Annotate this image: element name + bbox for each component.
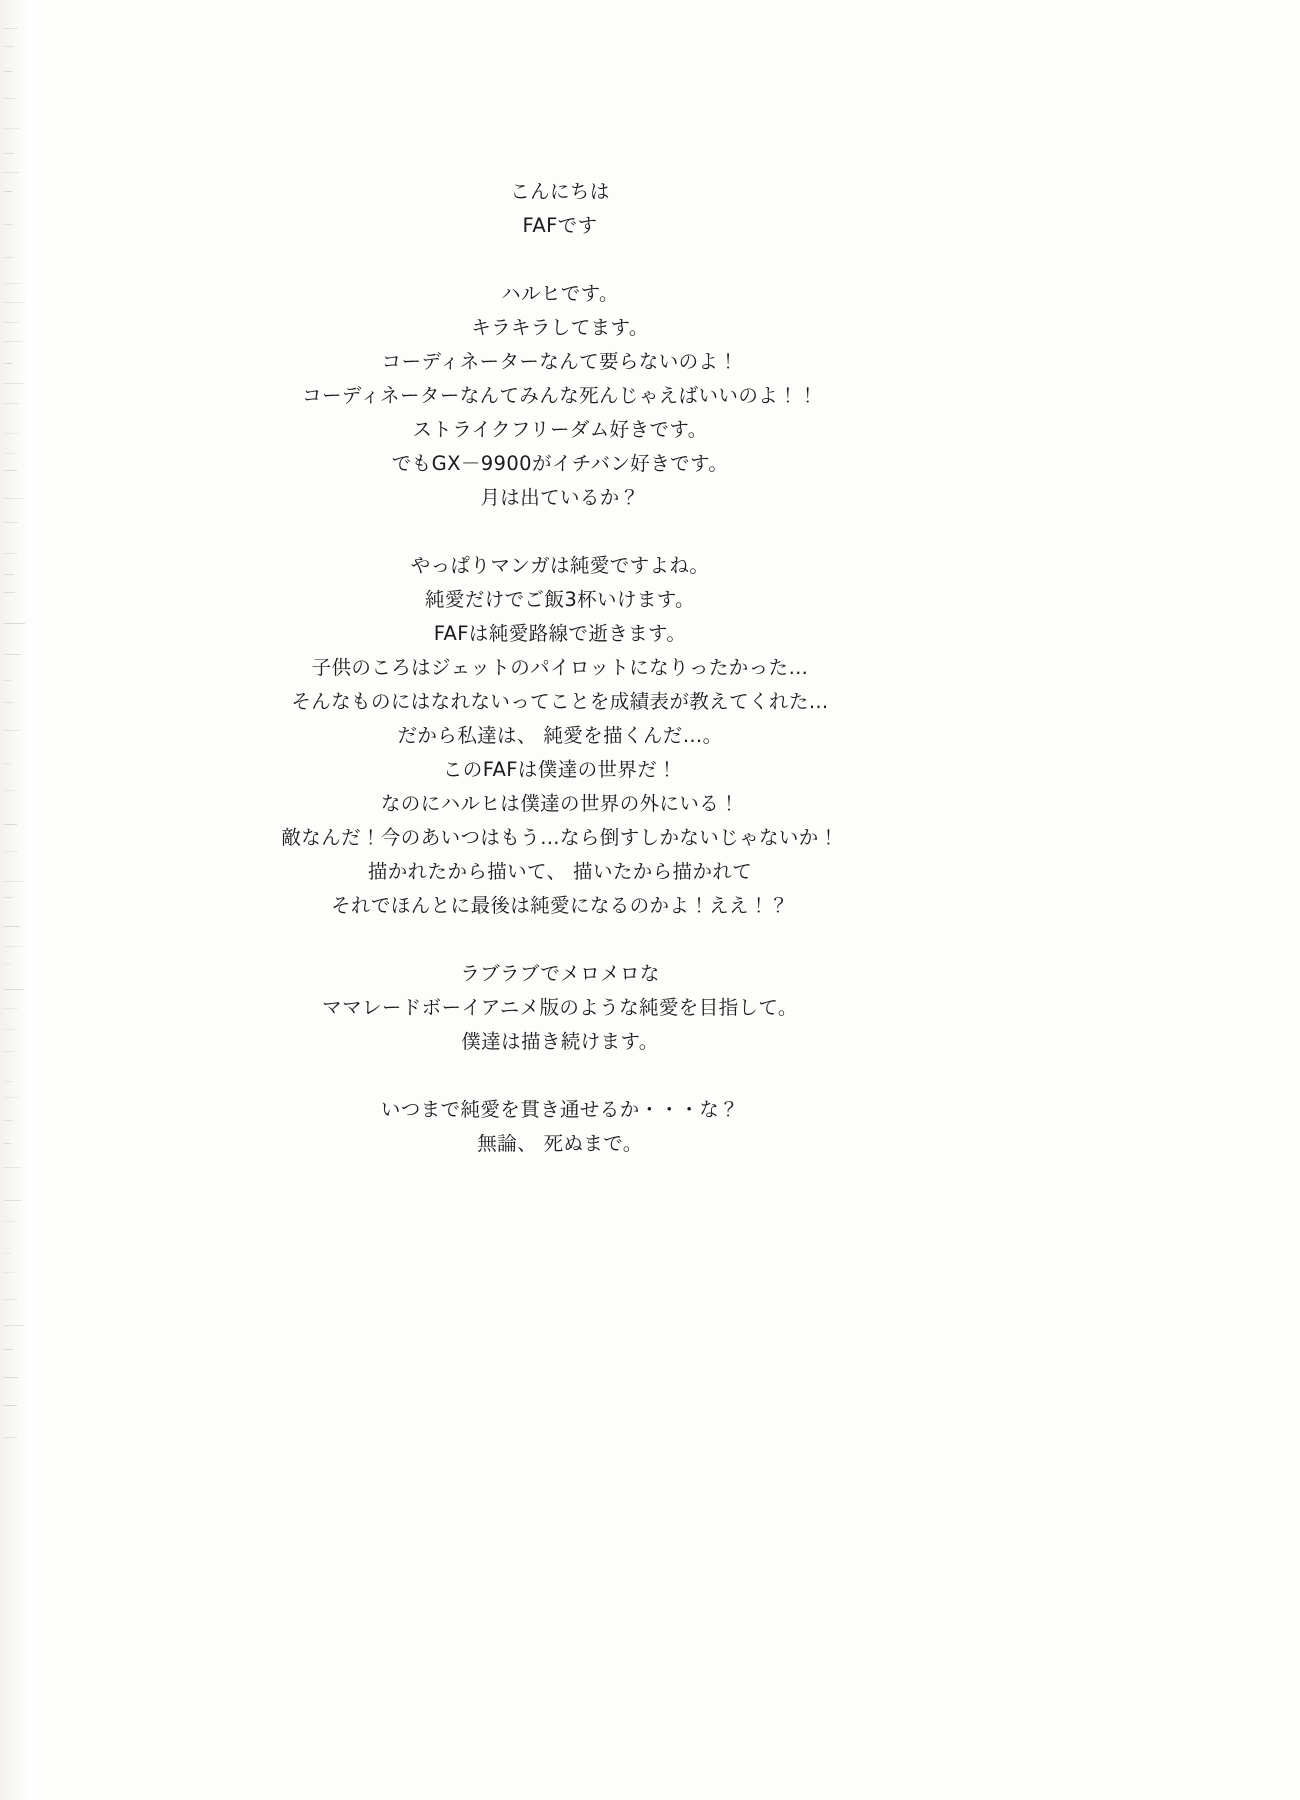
text-line: ハルヒです。 xyxy=(501,282,619,305)
text-line: やっぱりマンガは純愛ですよね。 xyxy=(410,554,710,577)
text-block-marmalade xyxy=(240,957,880,1059)
text-line: 無論、 死ぬまで。 xyxy=(477,1132,643,1155)
text-line: そんなものにはなれないってことを成績表が教えてくれた… xyxy=(291,690,829,713)
text-line: だから私達は、 純愛を描くんだ…。 xyxy=(397,724,723,747)
text-line: ラブラブでメロメロな xyxy=(460,962,660,985)
text-line: 僕達は描き続けます。 xyxy=(461,1030,659,1053)
text-line: ママレードボーイアニメ版のような純愛を目指して。 xyxy=(322,996,798,1019)
text-line: コーディネーターなんて要らないのよ！ xyxy=(381,350,739,373)
text-block-closing xyxy=(240,1093,880,1161)
text-line: いつまで純愛を貫き通せるか・・・な？ xyxy=(380,1098,740,1121)
text-line: 月は出ているか？ xyxy=(480,486,640,509)
document-text-column xyxy=(240,175,880,1161)
text-line: キラキラしてます。 xyxy=(471,316,649,339)
text-line: ストライクフリーダム好きです。 xyxy=(412,418,708,441)
scan-artifact-marks xyxy=(4,28,28,1458)
text-line: 描かれたから描いて、 描いたから描かれて xyxy=(367,860,753,883)
text-line: こんにちは xyxy=(510,180,610,203)
text-line: 敵なんだ！今のあいつはもう…なら倒すしかないじゃないか！ xyxy=(281,826,839,849)
text-block-greeting xyxy=(240,175,880,243)
text-block-haruhi xyxy=(240,277,880,515)
text-line: 子供のころはジェットのパイロットになりったかった… xyxy=(311,656,809,679)
text-line: でもGX－9900がイチバン好きです。 xyxy=(391,452,729,475)
text-line: FAFです xyxy=(522,214,598,237)
text-line: なのにハルヒは僕達の世界の外にいる！ xyxy=(380,792,740,815)
text-line: このFAFは僕達の世界だ！ xyxy=(442,758,678,781)
text-line: 純愛だけでご飯3杯いけます。 xyxy=(425,588,695,611)
text-line: FAFは純愛路線で逝きます。 xyxy=(433,622,687,645)
scan-binding-edge xyxy=(0,0,34,1800)
text-line: コーディネーターなんてみんな死んじゃえばいいのよ！！ xyxy=(302,384,818,407)
text-block-junai xyxy=(240,549,880,923)
text-line: それでほんとに最後は純愛になるのかよ！ええ！？ xyxy=(331,894,789,917)
